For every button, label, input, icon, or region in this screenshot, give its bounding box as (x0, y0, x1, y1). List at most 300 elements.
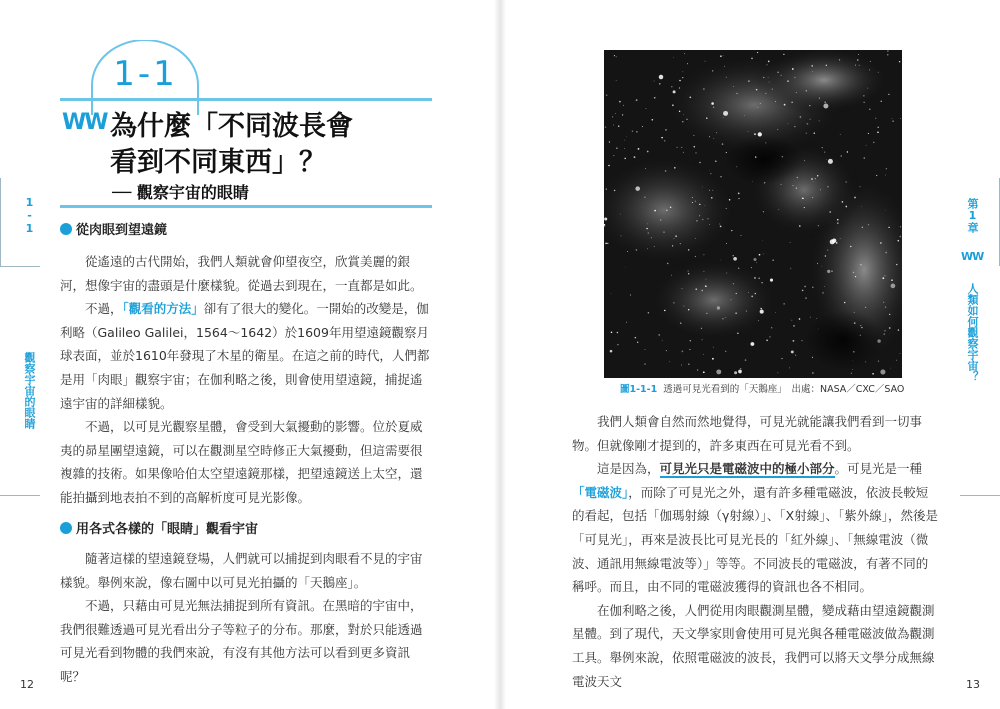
star (624, 148, 625, 149)
star (805, 297, 807, 299)
star (784, 104, 786, 106)
star (751, 296, 753, 298)
star (769, 82, 770, 83)
star (726, 273, 727, 274)
star (882, 277, 884, 279)
star (670, 207, 672, 209)
star (758, 320, 759, 321)
star (716, 132, 717, 133)
star (854, 197, 856, 199)
star (766, 64, 767, 65)
star (614, 190, 616, 192)
star (819, 121, 820, 122)
star (729, 199, 731, 201)
star (804, 207, 805, 208)
star (731, 230, 732, 231)
star (720, 260, 721, 261)
star (751, 58, 753, 60)
star (695, 256, 696, 257)
star (725, 351, 726, 352)
star (769, 336, 770, 337)
star (751, 342, 755, 346)
star (720, 226, 722, 228)
star (620, 214, 621, 215)
star (796, 92, 797, 93)
star (852, 360, 853, 361)
star (666, 210, 668, 212)
star (824, 101, 825, 102)
star (645, 168, 646, 169)
star (736, 166, 737, 167)
star (885, 252, 887, 254)
star (703, 88, 705, 90)
star (647, 248, 648, 249)
cygnus-photo (604, 50, 902, 378)
star (716, 369, 721, 374)
ww-side-icon: WW (961, 250, 984, 263)
book-gutter (494, 0, 506, 709)
star (687, 63, 688, 64)
star (896, 264, 897, 265)
star (654, 246, 655, 247)
star (813, 181, 814, 182)
star (682, 351, 684, 353)
star (881, 101, 882, 102)
star (851, 373, 852, 374)
star (667, 263, 669, 265)
star (837, 222, 838, 223)
figure-caption-text: 透過可見光看到的「天鵝座」 出處：NASA／CXC／SAO (663, 384, 905, 395)
star (647, 224, 648, 225)
star (632, 131, 633, 132)
star (683, 306, 684, 307)
star (763, 253, 764, 254)
star (715, 160, 717, 162)
star (658, 334, 660, 336)
star (666, 350, 667, 351)
star (736, 93, 737, 94)
star (899, 236, 901, 238)
star (787, 80, 789, 82)
star (646, 108, 647, 109)
underlined-term: 可見光只是電磁波中的極小部分 (659, 461, 835, 477)
star (884, 275, 885, 276)
star (792, 68, 794, 70)
star (868, 133, 869, 134)
star (812, 71, 813, 72)
star (889, 314, 890, 315)
star (611, 293, 612, 294)
star (702, 339, 703, 340)
star (812, 357, 813, 358)
star (818, 225, 819, 226)
star (705, 205, 706, 206)
star (735, 313, 736, 314)
star (812, 287, 814, 289)
star (864, 102, 865, 103)
star (827, 249, 828, 250)
star (762, 240, 763, 241)
star (659, 75, 664, 80)
header-rule (60, 98, 432, 101)
star (673, 90, 676, 93)
paragraph: 我們人類會自然而然地覺得，可見光就能讓我們看到一切事物。但就像剛才提到的，許多東西在可見光看不到。 (572, 414, 923, 453)
star (752, 181, 753, 182)
figure-caption (620, 381, 904, 395)
star (832, 239, 836, 243)
star (740, 368, 741, 369)
star (723, 111, 728, 116)
star (688, 249, 689, 250)
star (840, 238, 841, 239)
paragraph: 不過，「觀看的方法」卻有了很大的變化。一開始的改變是，伽利略（Galileo Galilei，1564～1642）於1609年用望遠鏡觀察月球表面，並於1610年發現了木星的衛星。在這之前的時代，人們都是用「肉眼」觀察宇宙；在伽利略之後，則會使用望遠鏡，捕捉遙遠宇宙的詳細樣貌。 (60, 301, 430, 411)
star (823, 104, 828, 109)
star (610, 350, 613, 353)
star (665, 129, 667, 131)
star (751, 267, 752, 268)
star (804, 160, 805, 161)
star (654, 81, 655, 82)
star (898, 329, 899, 330)
star (885, 210, 886, 211)
side-label-right: 人類如何觀察宇宙？ (966, 282, 979, 382)
star (623, 105, 624, 106)
star (885, 175, 886, 176)
star (861, 327, 862, 328)
star (796, 187, 797, 188)
star (872, 373, 874, 375)
star (826, 65, 827, 66)
star (710, 173, 711, 174)
star (703, 271, 704, 272)
star (860, 325, 861, 326)
star (855, 276, 856, 277)
star (642, 126, 643, 127)
star (695, 238, 696, 239)
star (828, 159, 833, 164)
star (812, 372, 813, 373)
star (748, 131, 749, 132)
star (883, 333, 884, 334)
star (814, 133, 815, 134)
star (792, 185, 793, 186)
star (883, 302, 884, 303)
star (781, 358, 782, 359)
star (616, 56, 617, 57)
star (702, 219, 703, 220)
star (865, 307, 866, 308)
star (703, 354, 704, 355)
star (723, 55, 724, 56)
star (878, 360, 879, 361)
star (733, 86, 734, 87)
star (637, 342, 638, 343)
star (880, 369, 885, 374)
star (626, 136, 627, 137)
star (683, 152, 684, 153)
star (738, 198, 739, 199)
star (634, 156, 636, 158)
star (825, 255, 826, 256)
star (768, 61, 770, 63)
star (731, 299, 732, 300)
star (636, 99, 638, 101)
star (840, 134, 841, 135)
star (605, 126, 606, 127)
star (651, 237, 652, 238)
star (853, 351, 855, 353)
page-number-left: 12 (20, 678, 34, 691)
star (722, 318, 723, 319)
star (679, 80, 681, 82)
star (683, 115, 684, 116)
star (900, 118, 901, 119)
star (726, 77, 727, 78)
paragraph: 不過，以可見光觀察星體，會受到大氣擾動的影響。位於夏威夷的昴星團望遠鏡，可以在觀測星空時修正大氣擾動，但這需要很複雜的技術。如果像哈伯太空望遠鏡那樣，把望遠鏡送上太空，還能拍攝到地表拍不到的高解析度可見光影像。 (60, 419, 423, 505)
star (791, 320, 792, 321)
star (617, 332, 619, 334)
star (613, 125, 614, 126)
star (724, 66, 725, 67)
star (671, 86, 672, 87)
star (665, 170, 667, 172)
star (810, 119, 811, 120)
star (891, 284, 896, 289)
star (756, 89, 758, 91)
star (865, 361, 866, 362)
star (709, 224, 710, 225)
star (748, 80, 750, 82)
star (712, 70, 713, 71)
star (793, 340, 795, 342)
header-rule-bottom (60, 205, 432, 208)
star (761, 282, 762, 283)
star (793, 325, 795, 327)
star (706, 117, 708, 119)
star (845, 206, 847, 208)
star (795, 355, 796, 356)
star (781, 184, 782, 185)
edge-rule-top (0, 178, 1, 266)
star (766, 339, 768, 341)
star (869, 109, 870, 110)
star (807, 123, 809, 125)
star (789, 367, 790, 368)
star (738, 193, 740, 195)
star (695, 201, 696, 202)
star (618, 125, 619, 126)
star (660, 219, 661, 220)
star (755, 293, 756, 294)
star (829, 211, 830, 212)
star (842, 201, 844, 203)
star (896, 360, 897, 361)
star (860, 264, 861, 265)
star (887, 54, 889, 56)
star (725, 317, 726, 318)
star (662, 340, 663, 341)
highlight-term: 「觀看的方法」 (122, 301, 204, 317)
star (775, 312, 776, 313)
star (862, 227, 863, 228)
star (672, 104, 674, 106)
star (746, 311, 747, 312)
side-chapter: 第1章 (966, 198, 979, 233)
highlight-term: 「電磁波」 (572, 484, 629, 500)
star (763, 77, 764, 78)
star (722, 143, 724, 145)
star (802, 340, 803, 341)
star (806, 90, 807, 91)
star (644, 196, 645, 197)
star (674, 167, 676, 169)
bullet-dot-icon (60, 522, 72, 534)
star (669, 361, 670, 362)
star (745, 359, 747, 361)
star (738, 370, 742, 374)
ww-mark-icon: WW (62, 110, 107, 135)
star (709, 136, 710, 137)
paragraph: 從遙遠的古代開始，我們人類就會仰望夜空，欣賞美麗的銀河，想像宇宙的盡頭是什麼樣貌。從過去到現在，一直都是如此。 (60, 254, 423, 293)
star (726, 152, 727, 153)
star (870, 61, 871, 62)
star (606, 189, 607, 190)
star (625, 267, 626, 268)
star (703, 371, 705, 373)
star (709, 190, 710, 191)
star (758, 277, 760, 279)
star (607, 243, 608, 244)
star (809, 105, 810, 106)
star (777, 129, 778, 130)
star (605, 243, 606, 244)
star (812, 197, 813, 198)
star (703, 254, 704, 255)
star (788, 123, 789, 124)
star (679, 111, 680, 112)
star (863, 95, 865, 97)
star (772, 259, 774, 261)
star (857, 59, 859, 61)
right-body (572, 410, 940, 693)
edge-rule-right-low (960, 495, 1000, 496)
star (878, 72, 879, 73)
star (777, 372, 778, 373)
star (847, 151, 848, 152)
star (647, 151, 649, 153)
star (713, 347, 714, 348)
star (802, 198, 803, 199)
star (799, 318, 801, 320)
star (824, 152, 825, 153)
star (819, 98, 820, 99)
star (676, 147, 677, 148)
star (692, 197, 693, 198)
star (772, 88, 773, 89)
star (636, 131, 637, 132)
edge-rule-mid (0, 266, 40, 267)
star (644, 364, 645, 365)
star (699, 215, 700, 216)
star (757, 107, 758, 108)
star (864, 157, 866, 159)
star (897, 240, 899, 242)
star (827, 270, 830, 273)
star (675, 235, 677, 237)
star (680, 322, 682, 324)
star (756, 262, 757, 263)
star (689, 349, 690, 350)
star (816, 318, 817, 319)
star (673, 302, 674, 303)
section-heading-2-text: 用各式各樣的「眼睛」觀看宇宙 (76, 522, 259, 537)
star (712, 190, 713, 191)
star (664, 310, 665, 311)
star (648, 233, 649, 234)
star (860, 335, 861, 336)
star (638, 148, 640, 150)
star (775, 101, 776, 102)
star (759, 254, 761, 256)
star (892, 120, 894, 122)
star (811, 178, 813, 180)
star (797, 177, 798, 178)
star (839, 59, 840, 60)
star (737, 333, 739, 335)
star (827, 186, 829, 188)
star (606, 94, 607, 95)
star (706, 313, 707, 314)
star (736, 293, 737, 294)
star (878, 127, 879, 128)
star (900, 226, 901, 227)
star (619, 101, 621, 103)
side-index: 1-1 (23, 195, 36, 235)
star (627, 251, 628, 252)
star (783, 54, 784, 55)
star (754, 133, 756, 135)
star (681, 365, 682, 366)
star (681, 147, 682, 148)
star (764, 182, 765, 183)
star (887, 50, 889, 52)
star (635, 186, 640, 191)
star (701, 328, 702, 329)
paragraph: 隨著這樣的望遠鏡登場，人們就可以捕捉到肉眼看不見的宇宙樣貌。舉例來說，像右圖中以可見光拍攝的「天鵝座」。 (60, 551, 423, 590)
figure-caption-label: 圖1-1-1 (620, 384, 658, 395)
star (891, 279, 893, 281)
star (866, 145, 867, 146)
star (696, 289, 697, 290)
star (611, 332, 613, 334)
star (888, 227, 889, 228)
star (817, 263, 818, 264)
star (888, 94, 889, 95)
star (810, 317, 811, 318)
star (645, 349, 646, 350)
star (877, 339, 880, 342)
section-heading-1 (60, 219, 167, 238)
star (674, 238, 675, 239)
star (821, 266, 822, 267)
star (790, 268, 791, 269)
star (646, 228, 647, 229)
star (680, 243, 681, 244)
star (733, 257, 737, 261)
star (738, 268, 739, 269)
star (765, 93, 766, 94)
star (885, 306, 886, 307)
